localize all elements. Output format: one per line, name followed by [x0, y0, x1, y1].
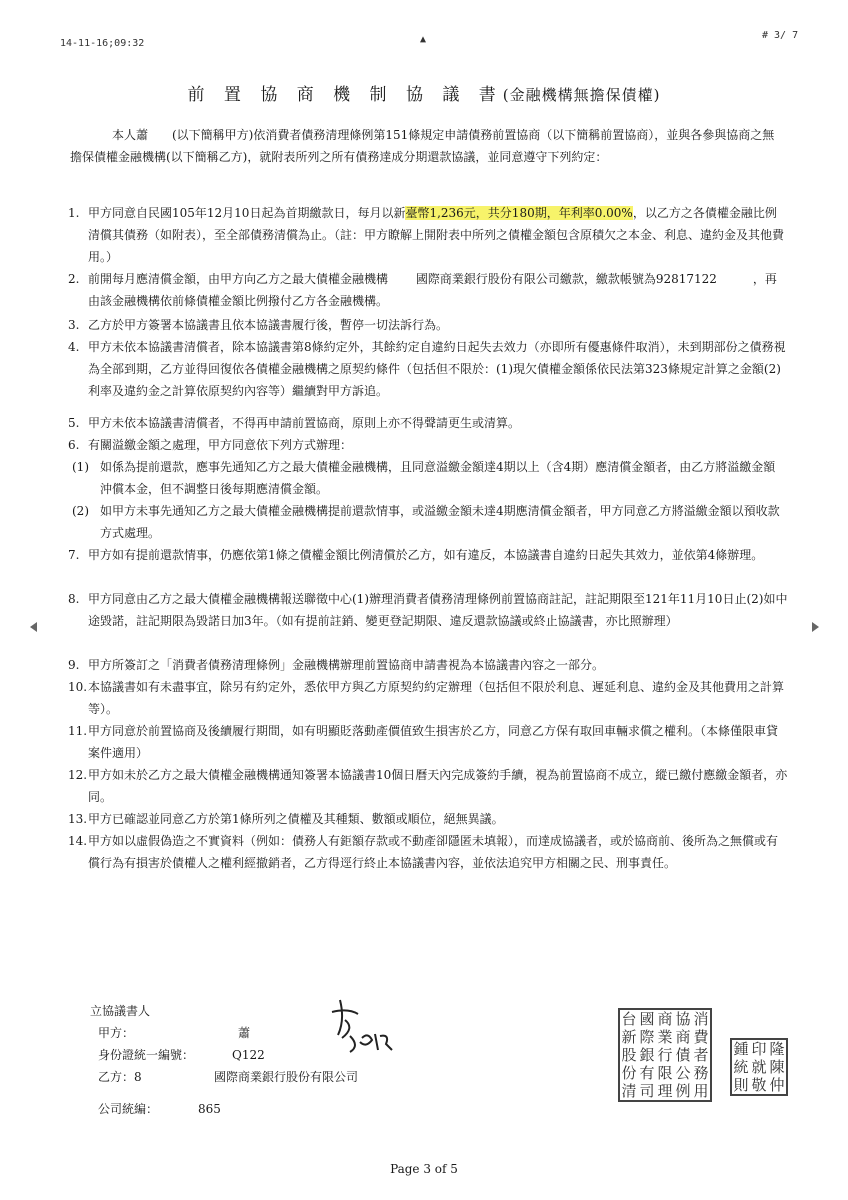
party-b-value: 國際商業銀行股份有限公司 [214, 1070, 359, 1084]
document-title [0, 80, 848, 105]
intro-paragraph: 本人蕭 (以下簡稱甲方)依消費者債務清理條例第151條規定申請債務前置協商（以下簡稱前置協商），並與各參與協商之無擔保債權金融機構(以下簡稱乙方)，就附表所列之所有債務達成分期還款協議，並同意遵守下列約定： [70, 128, 775, 164]
clause-text: 有關溢繳金額之處理，甲方同意依下列方式辦理： [88, 438, 353, 452]
seal-char: 有 [639, 1064, 655, 1082]
seal-char: 者 [693, 1046, 709, 1064]
clause-text: 甲方同意由乙方之最大債權金融機構報送聯徵中心(1)辦理消費者債務清理條例前置協商註記，註記期限至121年11月10日止(2)如中途毀諾，註記期限為毀諾日加3年。（如有提前註銷、變更登記期限、違反還款協議或終止協議書，亦比照辦理） [88, 592, 788, 628]
party-a-value: 蕭 [238, 1026, 251, 1040]
party-b-label: 乙方：8 [98, 1070, 142, 1084]
right-margin-mark [812, 622, 819, 632]
fax-mark: ▲ [420, 34, 427, 45]
clause-text: 如甲方未事先通知乙方之最大債權金融機構提前還款情事，或溢繳金額未達4期應清償金額者，甲方同意乙方將溢繳金額以預收款方式處理。 [100, 504, 780, 540]
clause-1-highlight: 臺幣1,236元，共分180期，年利率0.00% [405, 206, 633, 220]
clause-2 [68, 268, 788, 312]
clause-4 [68, 336, 788, 402]
clause-text: 如係為提前還款，應事先通知乙方之最大債權金融機構，且同意溢繳金額達4期以上（含4期）應清償金額者，由乙方將溢繳金額沖償本金，但不調整日後每期應清償金額。 [100, 460, 776, 496]
clause-11 [68, 720, 788, 764]
clause-1 [68, 202, 788, 268]
fax-page-count: # 3/ 7 [762, 30, 799, 41]
seal-char: 司 [639, 1082, 655, 1100]
seal-char: 費 [693, 1028, 709, 1046]
clause-12 [68, 764, 788, 808]
clause-9 [68, 654, 788, 676]
clause-num: 1. [68, 206, 80, 220]
clause-num: 13. [68, 812, 88, 826]
clause-5 [68, 412, 788, 434]
clause-num: (2) [72, 504, 89, 518]
seal-char: 份 [621, 1064, 637, 1082]
clause-1-a: 甲方同意自民國105年12月10日起為首期繳款日，每月以新 [88, 206, 406, 220]
seal-char: 國 [639, 1010, 655, 1028]
title-main: 前 置 協 商 機 制 協 議 書 [187, 85, 503, 105]
title-sub: (金融機構無擔保債權) [502, 86, 661, 104]
clause-1-c: ，以乙方之各債權金融比例清償其債務（如附表），至全部債務清償為止。（註：甲方瞭解上開附表中所列之債權金額包含原積欠之本金、利息、違約金及其他費用。） [88, 206, 785, 264]
clause-num: 10. [68, 680, 88, 694]
clause-13 [68, 808, 788, 830]
clause-6-2 [72, 500, 785, 544]
seal-char: 理 [657, 1082, 673, 1100]
party-a-label: 甲方： [98, 1026, 135, 1040]
clause-num: 3. [68, 318, 80, 332]
clause-7 [68, 544, 788, 566]
seal-char: 股 [621, 1046, 637, 1064]
seal-char: 銀 [639, 1046, 655, 1064]
clause-text: 甲方未依本協議書清償者，除本協議書第8條約定外，其餘約定自違約日起失去效力（亦即所有優惠條件取消），未到期部份之債務視為全部到期，乙方並得回復依各債權金融機構之原契約條件（包括但不限於：(1)現欠債權金額係依民法第323條規定計算之金額(2)利率及違約金之計算依原契約內容等）繼續對甲方訴追。 [88, 340, 786, 398]
clause-text: 甲方如未於乙方之最大債權金融機構通知簽署本協議書10個日曆天內完成簽約手續，視為前置協商不成立，縱已繳付應繳金額者，亦同。 [88, 768, 788, 804]
seal-char: 例 [675, 1082, 691, 1100]
clause-num: 4. [68, 340, 80, 354]
clause-num: 12. [68, 768, 88, 782]
seal-char: 就 [751, 1058, 767, 1076]
seal-char: 新 [621, 1028, 637, 1046]
clause-num: 11. [68, 724, 88, 738]
clause-8 [68, 588, 788, 632]
seal-char: 務 [693, 1064, 709, 1082]
seal-char: 商 [675, 1028, 691, 1046]
clause-num: (1) [72, 460, 89, 474]
clause-text: 甲方所簽訂之「消費者債務清理條例」金融機構辦理前置協商申請書視為本協議書內容之一部分。 [88, 658, 605, 672]
seal-char: 鍾 [733, 1040, 749, 1058]
clause-text: 甲方同意於前置協商及後續履行期間，如有明顯貶落動產價值致生損害於乙方，同意乙方保有取回車輛求償之權利。（本條僅限車貸案件適用） [88, 724, 779, 760]
clause-num: 9. [68, 658, 80, 672]
seal-char: 協 [675, 1010, 691, 1028]
handwritten-signature [320, 990, 400, 1060]
seal-char: 債 [675, 1046, 691, 1064]
seal-char: 仲 [769, 1076, 785, 1094]
left-margin-mark [30, 622, 37, 632]
seal-char: 陳 [769, 1058, 785, 1076]
clause-text: 甲方如有提前還款情事，仍應依第1條之債權金額比例清償於乙方，如有違反，本協議書自違約日起失其效力，並依第4條辦理。 [88, 548, 764, 562]
seal-char: 際 [639, 1028, 655, 1046]
clause-text: 甲方如以虛假偽造之不實資料（例如：債務人有鉅額存款或不動產卻隱匿未填報），而達成協議者，或於協商前、後所為之無償或有償行為有損害於債權人之權利經撤銷者，乙方得逕行終止本協議書內容，並依法追究甲方相關之民、刑事責任。 [88, 834, 779, 870]
company-id-value: 865 [198, 1102, 221, 1116]
representative-seal [730, 1038, 788, 1096]
clause-3 [68, 314, 788, 336]
seal-char: 消 [693, 1010, 709, 1028]
seal-char: 統 [733, 1058, 749, 1076]
seal-char: 業 [657, 1028, 673, 1046]
clause-6-1 [72, 456, 785, 500]
id-value: Q122 [232, 1048, 265, 1062]
seal-char: 公 [675, 1064, 691, 1082]
clause-14 [68, 830, 788, 874]
signatory-heading: 立協議書人 [90, 1004, 151, 1018]
clause-num: 8. [68, 592, 80, 606]
clause-10 [68, 676, 788, 720]
clause-text: 甲方未依本協議書清償者，不得再申請前置協商，原則上亦不得聲請更生或清算。 [88, 416, 521, 430]
clause-num: 7. [68, 548, 80, 562]
company-id-label: 公司統編： [98, 1102, 159, 1116]
seal-char: 台 [621, 1010, 637, 1028]
page-number: Page 3 of 5 [390, 1162, 458, 1176]
clause-num: 6. [68, 438, 80, 452]
seal-char: 限 [657, 1064, 673, 1082]
seal-char: 行 [657, 1046, 673, 1064]
clause-text: 前開每月應清償金額，由甲方向乙方之最大債權金融機構 國際商業銀行股份有限公司繳款，繳款帳號為92817122 ，再由該金融機構依前條債權金額比例撥付乙方各金融機構。 [88, 272, 777, 308]
clause-num: 14. [68, 834, 88, 848]
seal-char: 則 [733, 1076, 749, 1094]
clause-num: 2. [68, 272, 80, 286]
clause-text: 乙方於甲方簽署本協議書且依本協議書履行後，暫停一切法訴行為。 [88, 318, 449, 332]
clause-text: 本協議書如有未盡事宜，除另有約定外，悉依甲方與乙方原契約約定辦理（包括但不限於利息、遲延利息、違約金及其他費用之計算等）。 [88, 680, 785, 716]
clause-num: 5. [68, 416, 80, 430]
seal-char: 清 [621, 1082, 637, 1100]
bank-seal [618, 1008, 712, 1102]
seal-char: 商 [657, 1010, 673, 1028]
clause-6 [68, 434, 788, 456]
seal-char: 隆 [769, 1040, 785, 1058]
id-label: 身份證統一編號： [98, 1048, 195, 1062]
fax-timestamp: 14-11-16;09:32 [60, 38, 145, 49]
clause-text: 甲方已確認並同意乙方於第1條所列之債權及其種類、數額或順位，絕無異議。 [88, 812, 504, 826]
seal-char: 用 [693, 1082, 709, 1100]
seal-char: 敬 [751, 1076, 767, 1094]
seal-char: 印 [751, 1040, 767, 1058]
